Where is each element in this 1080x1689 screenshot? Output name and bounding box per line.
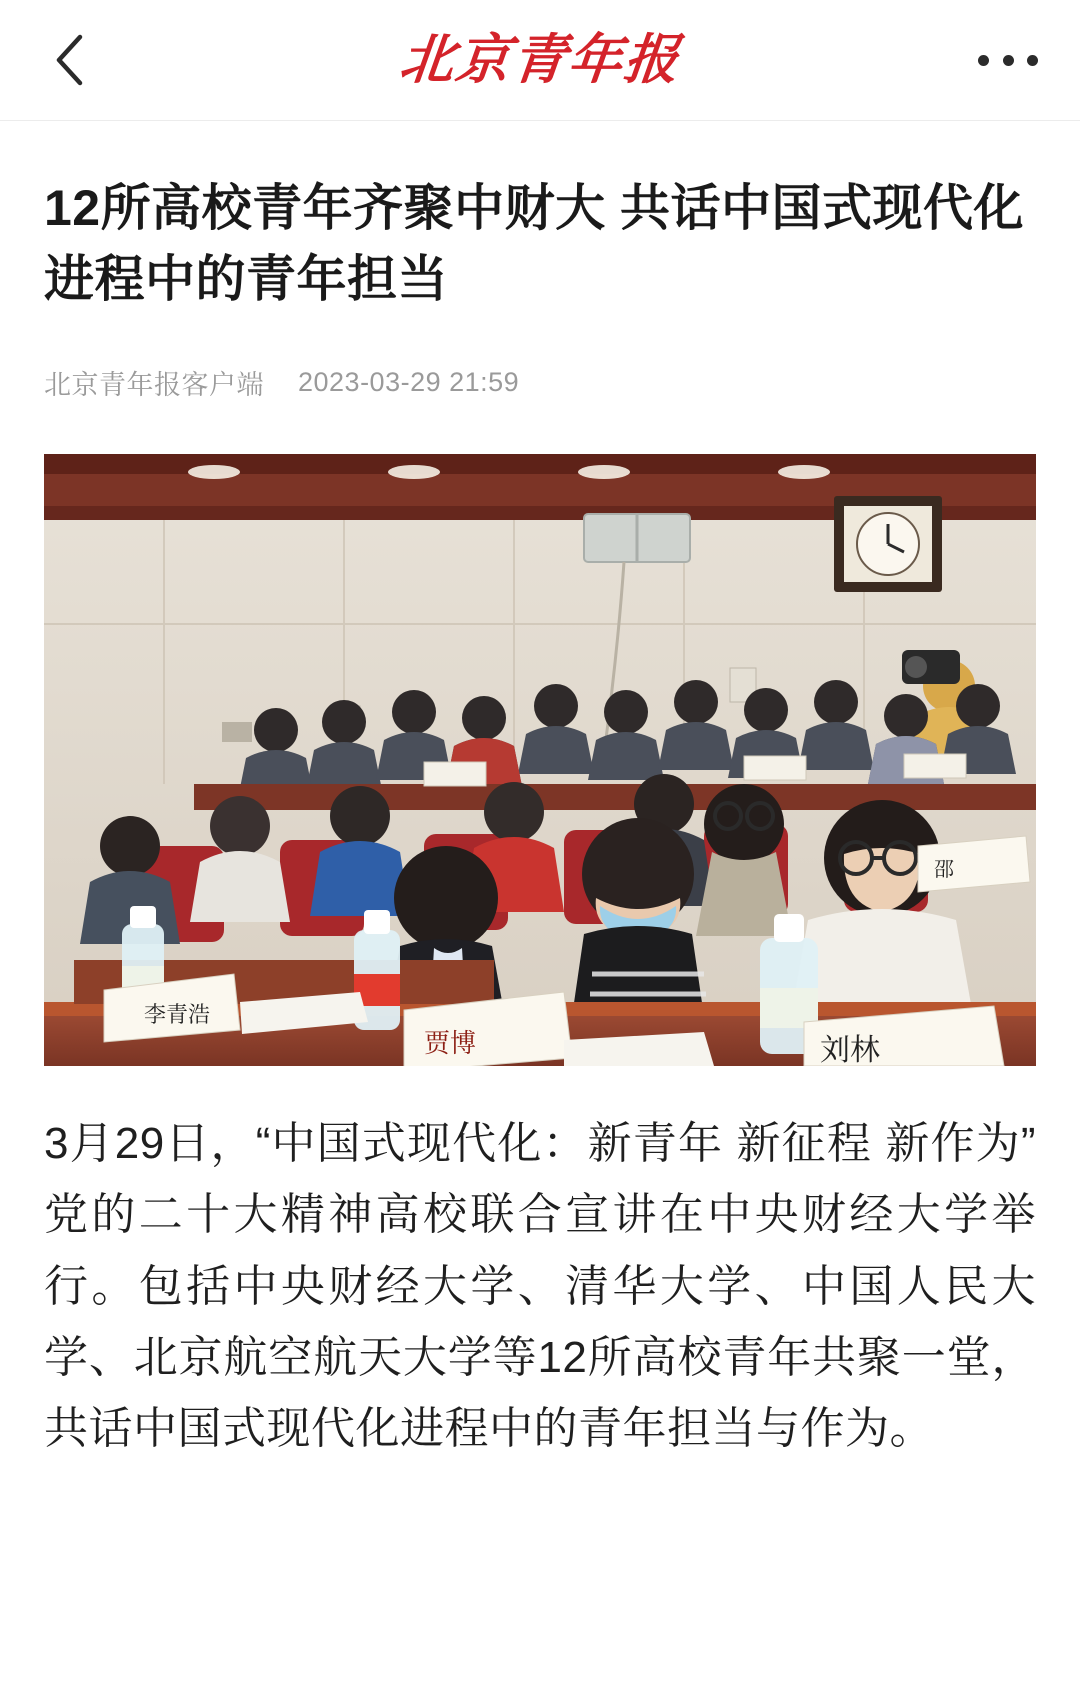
- article-container: [0, 173, 1080, 1464]
- more-horizontal-icon-dot: [1003, 55, 1014, 66]
- chevron-left-icon: [52, 33, 86, 87]
- article-source: 北京青年报客户端: [44, 370, 264, 400]
- svg-text:邵: 邵: [934, 859, 954, 881]
- article-timestamp: 2023-03-29 21:59: [298, 367, 520, 397]
- article-body-paragraph: 3月29日，“中国式现代化：新青年 新征程 新作为”党的二十大精神高校联合宣讲在中央财经大学举行。包括中央财经大学、清华大学、中国人民大学、北京航空航天大学等12所高校青年共聚一堂，共话中国式现代化进程中的青年担当与作为。: [44, 1119, 1036, 1454]
- site-logo-text: 北京青年报: [396, 30, 684, 90]
- article-hero-image: [44, 454, 1036, 1066]
- back-button[interactable]: [42, 33, 96, 87]
- svg-text:刘林: 刘林: [820, 1034, 880, 1066]
- more-options-button[interactable]: [978, 33, 1038, 87]
- navbar-divider: [0, 120, 1080, 121]
- svg-text:贾博: 贾博: [424, 1029, 477, 1058]
- more-horizontal-icon-dot: [1027, 55, 1038, 66]
- top-navbar: [0, 0, 1080, 120]
- page-title: 12所高校青年齐聚中财大 共话中国式现代化进程中的青年担当: [44, 180, 1025, 307]
- svg-text:李青浩: 李青浩: [144, 1002, 211, 1027]
- article-meta: [44, 363, 1036, 402]
- more-horizontal-icon-dot: [978, 55, 989, 66]
- site-logo[interactable]: [396, 30, 684, 90]
